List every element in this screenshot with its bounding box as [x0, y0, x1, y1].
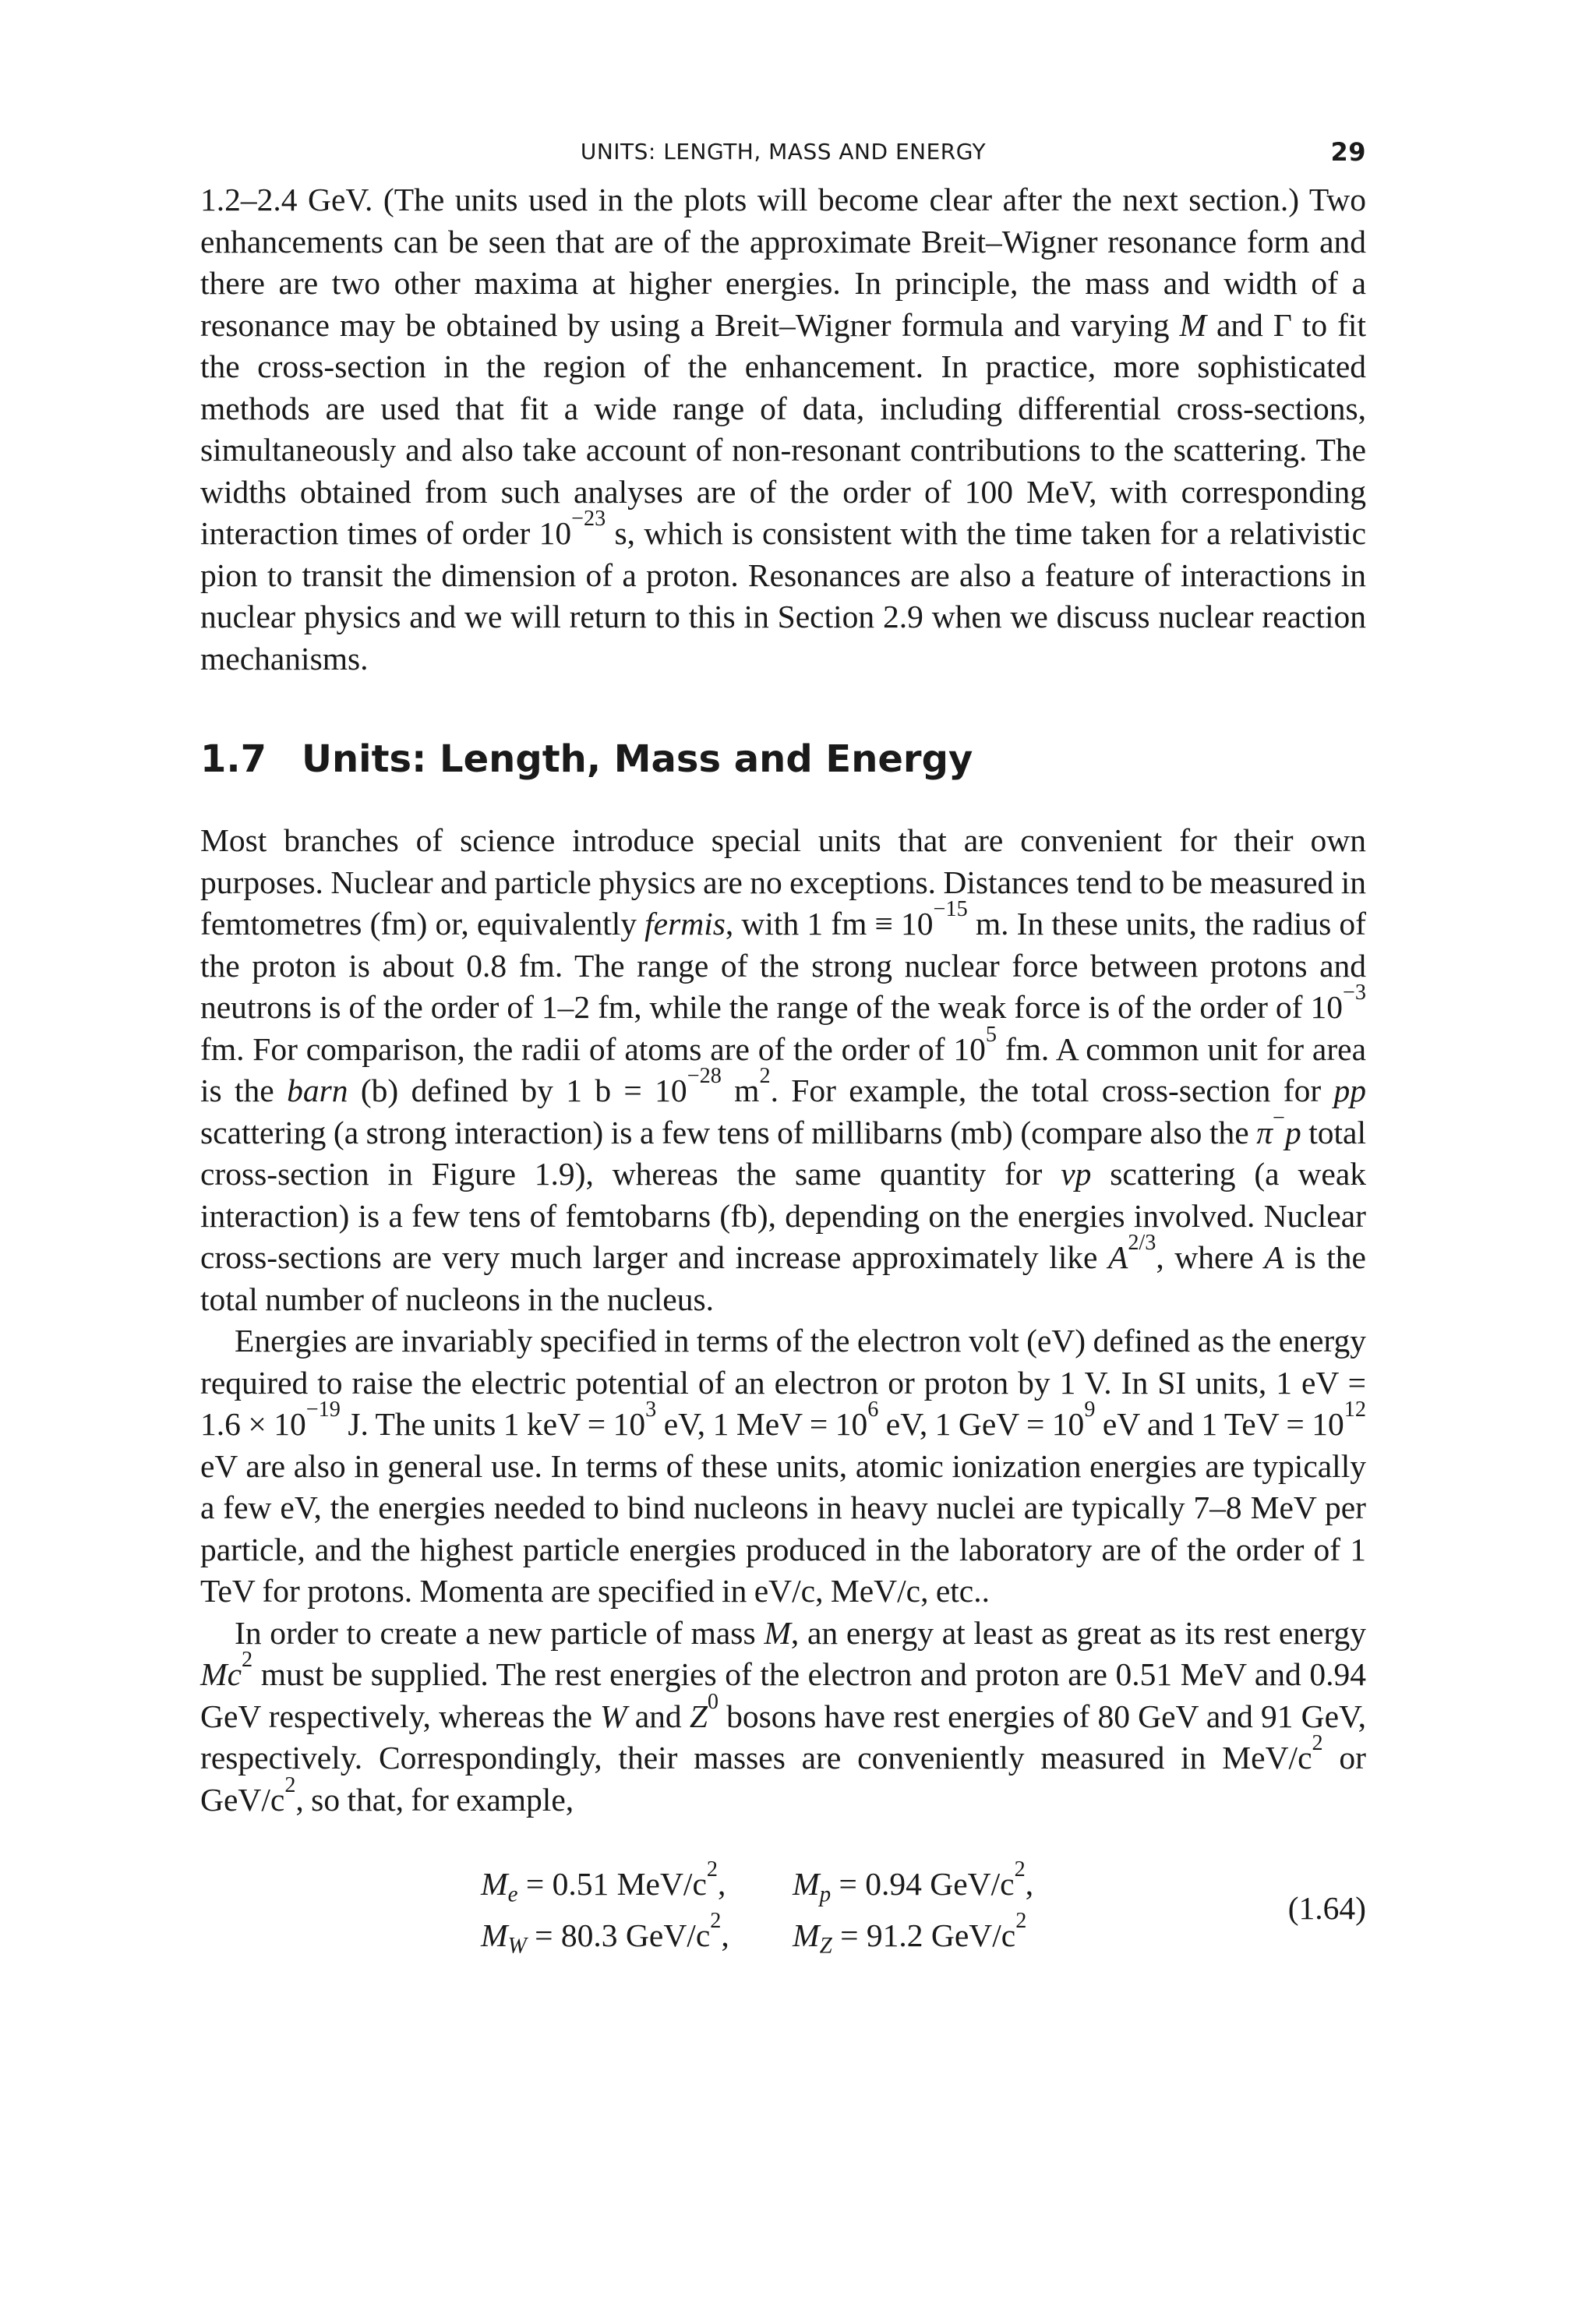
- equation-body: [481, 1858, 1033, 1961]
- w-boson-mass: $M_W = 80.3$ GeV/$c^2$,: [481, 1909, 729, 1959]
- page-number: 29: [1330, 137, 1366, 167]
- electron-mass: $M_e = 0.51$ MeV/$c^2$,: [481, 1857, 726, 1907]
- z-boson-mass: $M_Z = 91.2$ GeV/$c^2$: [793, 1909, 1027, 1959]
- book-page: [200, 133, 1366, 1975]
- section-title: Units: Length, Mass and Energy: [302, 737, 973, 781]
- paragraph-length-units: Most branches of science introduce special units that are convenient for their own purposes. Nuclear and particle physics are no exceptions. Distances tend to be measured in femtometres (fm) or, equivalently fermis, with 1 fm ≡ $10^{-15}$ m. In these units, the radius of the proton is about 0.8 fm. The range of the strong nuclear force between protons and neutrons is of the order of 1–2 fm, while the range of the weak force is of the order of $10^{-3}$ fm. For comparison, the radii of atoms are of the order of $10^5$ fm. A common unit for area is the barn (b) defined by 1 $b = 10^{-28}$ $m^2$. For example, the total cross-section for pp scattering (a strong interaction) is a few tens of millibarns (mb) (compare also the π−p total cross-section in Figure 1.9), whereas the same quantity for νp scattering (a weak interaction) is a few tens of femtobarns (fb), depending on the energies involved. Nuclear cross-sections are very much larger and increase approximately like $A^{2/3}$, where A is the total number of nucleons in the nucleus.: [200, 822, 1367, 1317]
- section-heading: [200, 736, 1366, 783]
- equation-number: (1.64): [1287, 1890, 1366, 1926]
- running-head: [200, 133, 1366, 171]
- section-number: 1.7: [200, 737, 267, 781]
- equation-row-1: [481, 1858, 1033, 1910]
- proton-mass: $M_p = 0.94$ GeV/$c^2$,: [793, 1857, 1034, 1907]
- paragraph-energy-units: Energies are invariably specified in terms of the electron volt (eV) defined as the energy required to raise the electric potential of an electron or proton by 1 V. In SI units, 1 eV = $1.6 \times 10^{-19}$ J. The units 1 keV = $10^3$ eV, 1 MeV = $10^6$ eV, 1 GeV = $10^9$ eV and 1 TeV = $10^{12}$ eV are also in general use. In terms of these units, atomic ionization energies are typically a few eV, the energies needed to bind nucleons in heavy nuclei are typically 7–8 MeV per particle, and the highest particle energies produced in the laboratory are of the order of 1 TeV for protons. Momenta are specified in eV/c, MeV/c, etc..: [200, 1323, 1366, 1609]
- equation-1-64: [200, 1858, 1366, 1975]
- paragraph-resonances: 1.2–2.4 GeV. (The units used in the plots will become clear after the next section.) Two enhancements can be seen that are of the approximate Breit–Wigner resonance form and there are two other maxima at higher energies. In principle, the mass and width of a resonance may be obtained by using a Breit–Wigner formula and varying M and Γ to fit the cross-section in the region of the enhancement. In practice, more sophisticated methods are used that fit a wide range of data, including differential cross-sections, simultaneously and also take account of non-resonant contributions to the scattering. The widths obtained from such analyses are of the order of 100 MeV, with corresponding interaction times of order $10^{-23}$ s, which is consistent with the time taken for a relativistic pion to transit the dimension of a proton. Resonances are also a feature of interactions in nuclear physics and we will return to this in Section 2.9 when we discuss nuclear reaction mechanisms.: [200, 182, 1366, 677]
- equation-row-2: [481, 1910, 1033, 1961]
- running-title: UNITS: LENGTH, MASS AND ENERGY: [580, 139, 987, 164]
- paragraph-mass-units: In order to create a new particle of mass M, an energy at least as great as its rest energy Mc$^2$ must be supplied. The rest energies of the electron and proton are 0.51 MeV and 0.94 GeV respectively, whereas the W and $Z^0$ bosons have rest energies of 80 GeV and 91 GeV, respectively. Correspondingly, their masses are conveniently measured in MeV/$c^2$ or GeV/$c^2$, so that, for example,: [200, 1614, 1367, 1818]
